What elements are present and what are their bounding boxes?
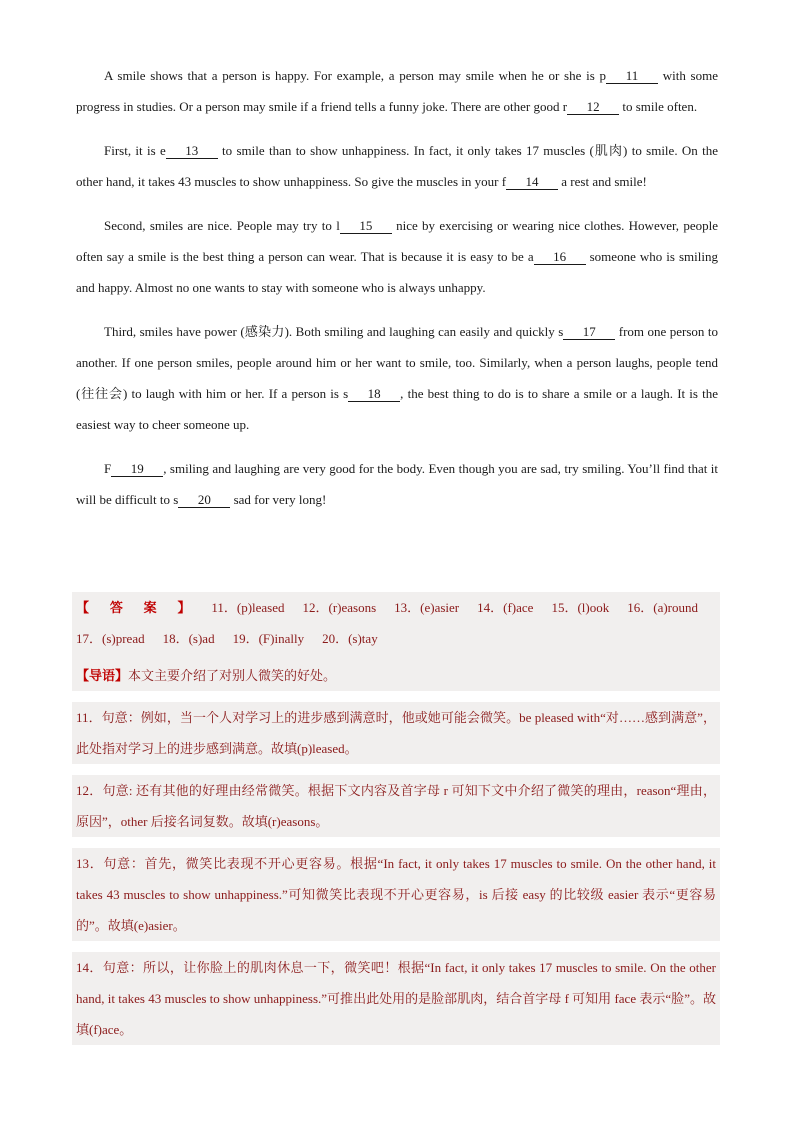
paragraph-text: Third, smiles have power (感染力). Both smiling and laughing can easily and quickly s: [104, 324, 564, 339]
answer-item: 14．(f)ace: [477, 600, 534, 615]
answer-blank-19[interactable]: 19: [111, 462, 163, 477]
passage-paragraph-2: [76, 135, 718, 197]
explanation-11: 11．句意：例如，当一个人对学习上的进步感到满意时，他或她可能会微笑。be pleased with“对……感到满意”，此处指对学习上的进步感到满意。故填(p)leased。: [72, 702, 720, 764]
intro-tag: 【导语】: [76, 668, 129, 683]
paragraph-text: sad for very long!: [230, 492, 327, 507]
passage-paragraph-4: [76, 316, 718, 440]
answer-blank-15[interactable]: 15: [340, 219, 392, 234]
answer-blank-13[interactable]: 13: [166, 144, 218, 159]
paragraph-text: First, it is e: [104, 143, 166, 158]
intro-block: [72, 654, 720, 691]
paragraph-text: Second, smiles are nice. People may try to l: [104, 218, 340, 233]
explanation-12: 12．句意: 还有其他的好理由经常微笑。根据下文内容及首字母 r 可知下文中介绍了微笑的理由，reason“理由，原因”，other 后接名词复数。故填(r)easons。: [72, 775, 720, 837]
answer-analysis: [72, 592, 720, 1056]
answer-tag: 【答案】: [76, 600, 212, 615]
paragraph-text: F: [104, 461, 112, 476]
answer-blank-20[interactable]: 20: [178, 493, 230, 508]
passage-paragraph-5: [76, 453, 718, 515]
passage-paragraph-3: [76, 210, 718, 303]
answer-item: 16．(a)round: [627, 600, 698, 615]
answer-item: 12．(r)easons: [302, 600, 377, 615]
answer-item: 18．(s)ad: [162, 631, 215, 646]
answer-blank-11[interactable]: 11: [606, 69, 658, 84]
answer-blank-16[interactable]: 16: [534, 250, 586, 265]
passage-paragraph-1: [76, 60, 718, 122]
answer-item: 17．(s)pread: [76, 631, 145, 646]
answer-blank-17[interactable]: 17: [563, 325, 615, 340]
explanation-13: 13．句意：首先，微笑比表现不开心更容易。根据“In fact, it only takes 17 muscles to smile. On the other hand, it takes 43 muscles to show unhappiness.”可知微笑比表现不开心更容易，is 后接 easy 的比较级 easier 表示“更容易的”。故填(e)asier。: [72, 848, 720, 941]
paragraph-text: A smile shows that a person is happy. For example, a person may smile when he or she is p: [104, 68, 606, 83]
paragraph-text: to smile than to show unhappiness. In fact, it only takes 17 muscles (肌肉) to smile. On the other hand, it takes 43 muscles to show unhappiness. So give the muscles in your f: [76, 143, 718, 189]
answer-item: 13．(e)asier: [394, 600, 460, 615]
answer-blank-18[interactable]: 18: [348, 387, 400, 402]
paragraph-text: with some progress in studies. Or a person may smile if a friend tells a funny joke. There are other good r: [76, 68, 718, 114]
answer-key-block: [72, 592, 720, 654]
answer-item: 20．(s)tay: [322, 631, 378, 646]
paragraph-text: , smiling and laughing are very good for the body. Even though you are sad, try smiling. You’ll find that it will be difficult to s: [76, 461, 718, 507]
paragraph-text: someone who is smiling and happy. Almost no one wants to stay with someone who is always unhappy.: [76, 249, 718, 295]
intro-text: 本文主要介绍了对别人微笑的好处。: [128, 668, 337, 683]
answer-blank-12[interactable]: 12: [567, 100, 619, 115]
explanation-14: 14．句意：所以，让你脸上的肌肉休息一下，微笑吧！根据“In fact, it only takes 17 muscles to smile. On the other hand, it takes 43 muscles to show unhappiness.”可推出此处用的是脸部肌肉，结合首字母 f 可知用 face 表示“脸”。故填(f)ace。: [72, 952, 720, 1045]
paragraph-text: nice by exercising or wearing nice clothes. However, people often say a smile is the best thing a person can wear. That is because it is easy to be a: [76, 218, 718, 264]
answer-item: 19．(F)inally: [232, 631, 305, 646]
paragraph-text: from one person to another. If one person smiles, people around him or her want to smile, too. Similarly, when a person laughs, people tend (往往会) to laugh with him or her. If a person is s: [76, 324, 719, 401]
paragraph-text: to smile often.: [619, 99, 698, 114]
answer-item: 11．(p)leased: [211, 600, 285, 615]
paragraph-text: a rest and smile!: [558, 174, 647, 189]
answer-blank-14[interactable]: 14: [506, 175, 558, 190]
paragraph-text: , the best thing to do is to share a smile or a laugh. It is the easiest way to cheer someone up.: [76, 386, 719, 432]
answer-item: 15．(l)ook: [551, 600, 610, 615]
passage: [76, 60, 718, 528]
